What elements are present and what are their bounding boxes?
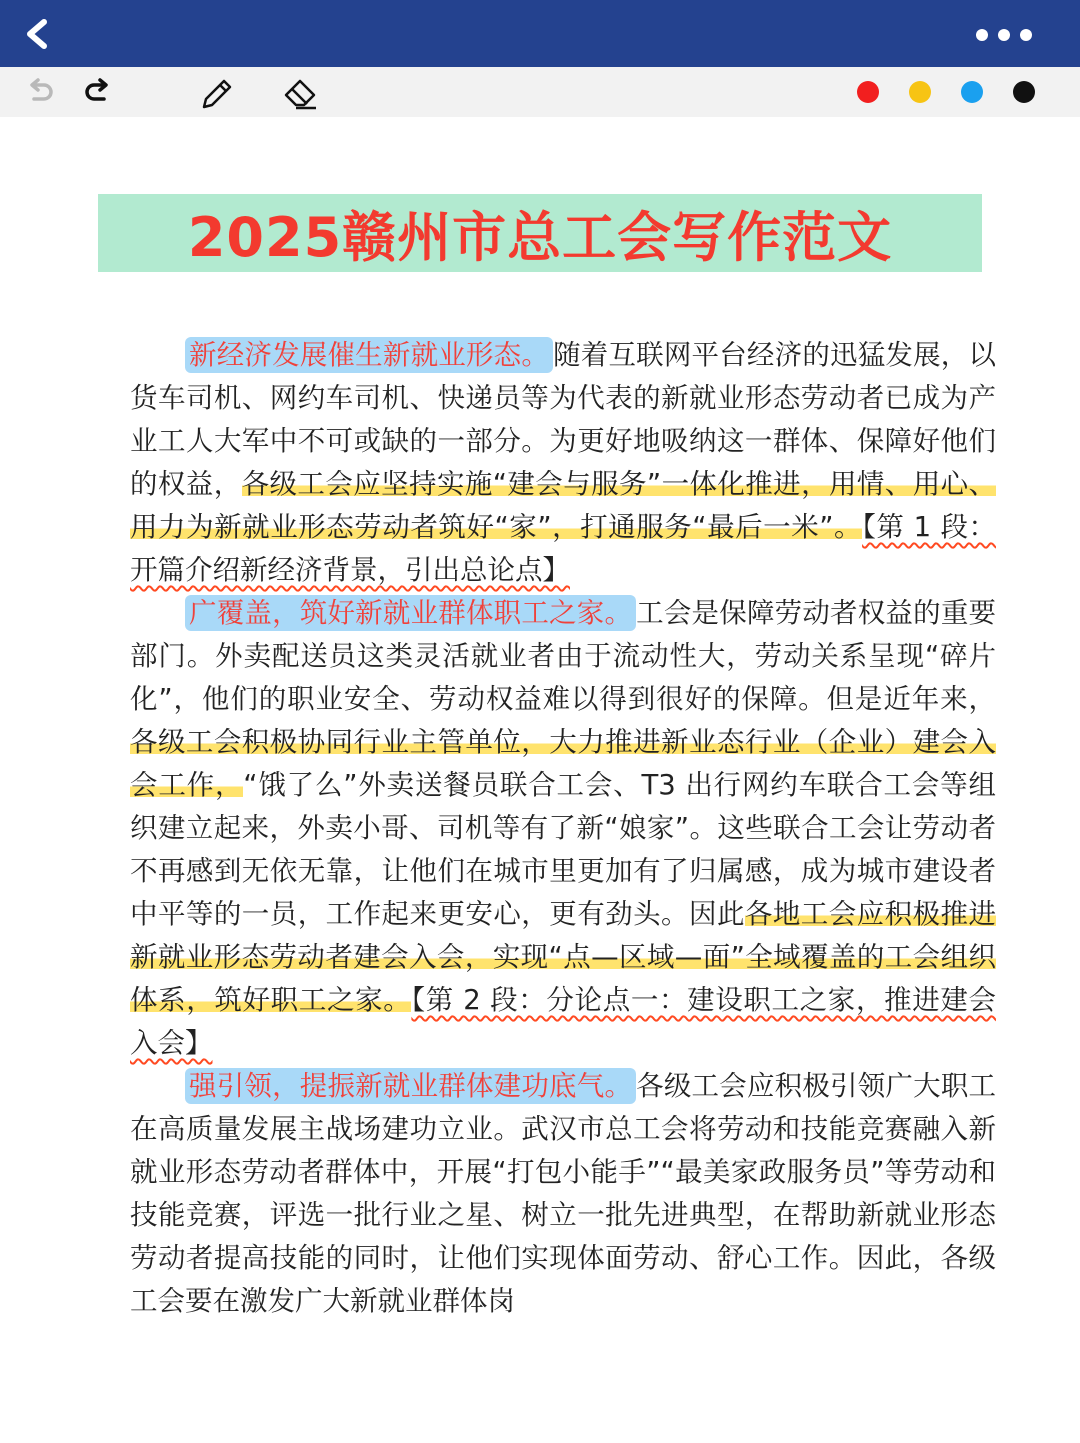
paragraph-heading: 广覆盖，筑好新就业群体职工之家。: [185, 595, 636, 631]
color-black-swatch[interactable]: [1013, 81, 1035, 103]
highlighted-text: 各级工会积极协同行业主管单位，大力推进新业态行业（企业）建会入会工作，: [130, 726, 996, 801]
pencil-icon: [198, 75, 234, 111]
title-banner: [98, 194, 982, 272]
more-dot-icon: [976, 29, 988, 41]
pen-tool-button[interactable]: [198, 75, 234, 111]
paragraph-2: [130, 592, 996, 1065]
more-dot-icon: [998, 29, 1010, 41]
annotation-note: 【第 2 段：分论点一：建设职工之家，推进建会入会】: [130, 984, 996, 1059]
paragraph-text: “饿了么”外卖送餐员联合工会、T3 出行网约车联合工会等组织建立起来，外卖小哥、司机等有了新“娘家”。这些联合工会让劳动者不再感到无依无靠，让他们在城市里更加有了归属感，成为城市建设者中平等的一员，工作起来更安心，更有劲头。因此: [130, 769, 996, 930]
redo-button[interactable]: [80, 75, 116, 111]
back-button[interactable]: [18, 14, 58, 54]
paragraph-text: 工会是保障劳动者权益的重要部门。外卖配送员这类灵活就业者由于流动性大，劳动关系呈现“碎片化”，他们的职业安全、劳动权益难以得到很好的保障。但是近年来，: [130, 597, 997, 715]
paragraph-text: 各级工会应积极引领广大职工在高质量发展主战场建功立业。武汉市总工会将劳动和技能竞赛融入新就业形态劳动者群体中，开展“打包小能手”“最美家政服务员”等劳动和技能竞赛，评选一批行业之星、树立一批先进典型，在帮助新就业形态劳动者提高技能的同时，让他们实现体面劳动、舒心工作。因此，各级工会要在激发广大新就业群体岗: [130, 1070, 997, 1317]
paragraph-heading: 新经济发展催生新就业形态。: [185, 337, 553, 373]
article-body: [130, 334, 996, 1323]
paragraph-text: 随着互联网平台经济的迅猛发展，以货车司机、网约车司机、快递员等为代表的新就业形态劳动者已成为产业工人大军中不可或缺的一部分。为更好地吸纳这一群体、保障好他们的权益，: [130, 339, 997, 500]
more-dot-icon: [1020, 29, 1032, 41]
top-bar: [0, 0, 1080, 67]
annotation-note: 【第 1 段：开篇介绍新经济背景，引出总论点】: [130, 511, 996, 586]
color-blue-swatch[interactable]: [961, 81, 983, 103]
undo-button[interactable]: [22, 75, 58, 111]
color-red-swatch[interactable]: [857, 81, 879, 103]
page-title: 2025赣州市总工会写作范文: [187, 205, 893, 269]
paragraph-heading: 强引领，提振新就业群体建功底气。: [185, 1068, 636, 1104]
chevron-left-icon: [18, 14, 58, 54]
undo-icon: [22, 75, 58, 111]
more-options-button[interactable]: [976, 24, 1040, 46]
highlighted-text: 各级工会应坚持实施“建会与服务”一体化推进，用情、用心、用力为新就业形态劳动者筑好“家”，打通服务“最后一米”。: [130, 468, 997, 543]
color-yellow-swatch[interactable]: [909, 81, 931, 103]
highlighted-text: 各地工会应积极推进新就业形态劳动者建会入会，实现“点—区域—面”全域覆盖的工会组织体系，筑好职工之家。: [130, 898, 997, 1016]
eraser-icon: [282, 75, 318, 111]
paragraph-1: [130, 334, 996, 592]
eraser-tool-button[interactable]: [282, 75, 318, 111]
redo-icon: [80, 75, 116, 111]
paragraph-3: [130, 1065, 996, 1323]
